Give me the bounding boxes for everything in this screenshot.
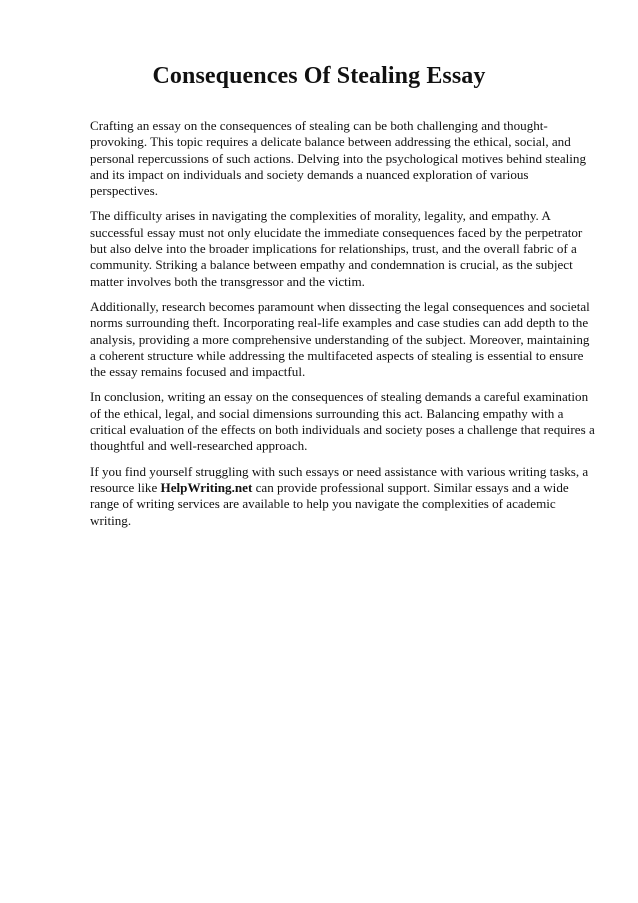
paragraph-3: Additionally, research becomes paramount when dissecting the legal consequences and societal norms surrounding theft. Incorporating real-life examples and case studies can add depth to the analysis, providing a more comprehensive understanding of the subject. Moreover, maintaining a coherent structure while addressing the multifaceted aspects of stealing is essential to ensure the essay remains focused and impactful. xyxy=(90,298,590,380)
paragraph-1: Crafting an essay on the consequences of stealing can be both challenging and thought-provoking. This topic requires a delicate balance between addressing the ethical, social, and personal repercussions of such actions. Delving into the psychological motives behind stealing and its impact on individuals and society demands a nuanced exploration of various perspectives. xyxy=(90,118,587,199)
paragraph-5-tail: can provide professional support. Similar essays and a wide range of writing services are available to help you navigate the complexities of academic writing. xyxy=(90,479,569,528)
page-title: Consequences Of Stealing Essay xyxy=(152,63,486,89)
essay-body xyxy=(90,118,598,538)
paragraph-5-lead: If you find yourself struggling with such essays or need assistance with various writing tasks, a resource like xyxy=(90,463,589,495)
paragraph-5 xyxy=(90,464,598,529)
helpwriting-link[interactable]: HelpWriting.net xyxy=(160,479,253,495)
paragraph-2: The difficulty arises in navigating the complexities of morality, legality, and empathy. A successful essay must not only elucidate the immediate consequences faced by the perpetrator but also delve into the broader implications for relationships, trust, and the overall fabric of a community. Striking a balance between empathy and condemnation is crucial, as the subject matter involves both the transgressor and the victim. xyxy=(90,208,583,289)
paragraph-4: In conclusion, writing an essay on the consequences of stealing demands a careful examination of the ethical, legal, and social dimensions surrounding this act. Balancing empathy with a critical evaluation of the effects on both individuals and society poses a challenge that requires a thoughtful and well-researched approach. xyxy=(90,389,595,454)
